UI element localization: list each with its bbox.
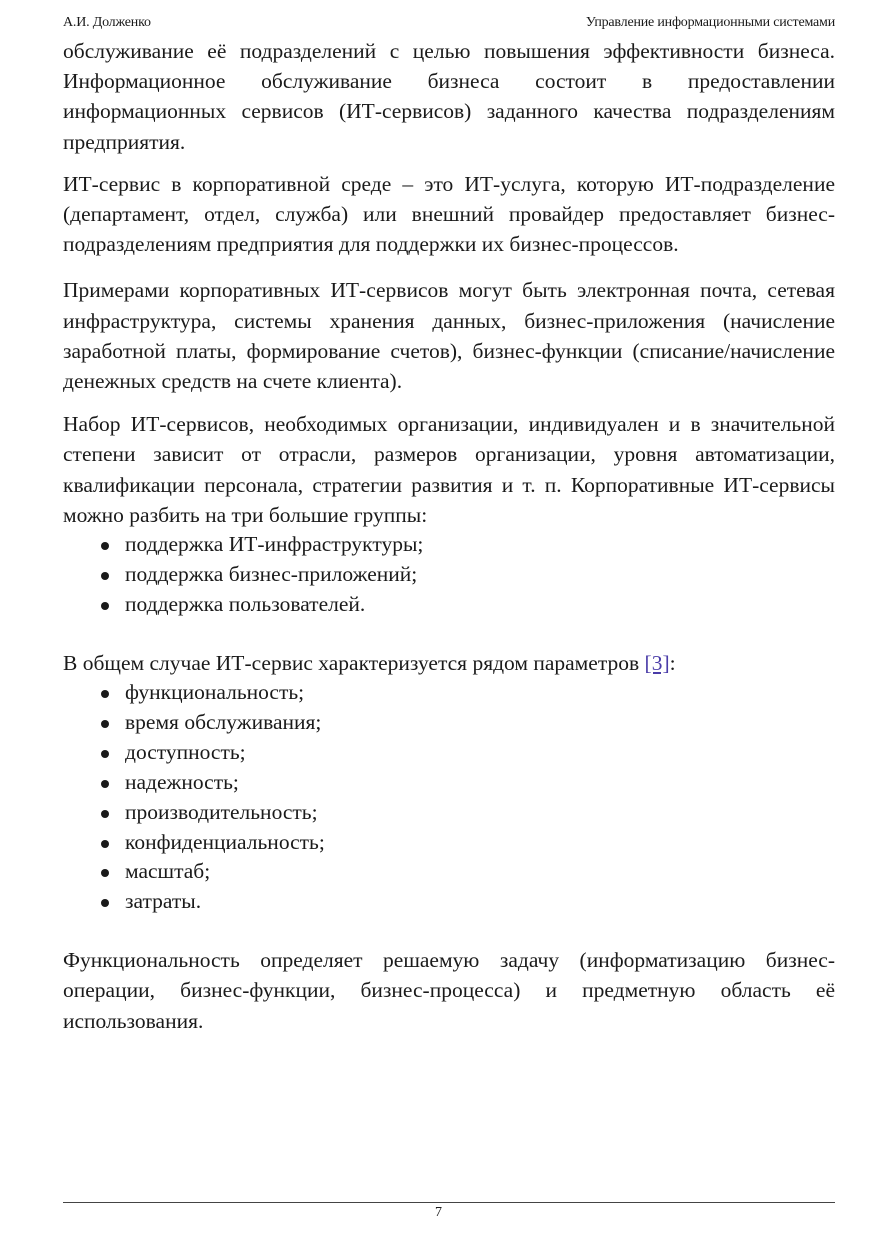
list-item bbox=[125, 798, 835, 828]
bullet-icon bbox=[101, 899, 109, 907]
intro-colon: : bbox=[669, 650, 676, 675]
list-item-text: конфиденциальность; bbox=[125, 829, 325, 854]
list-item-text: надежность; bbox=[125, 769, 239, 794]
running-header bbox=[63, 15, 835, 35]
list-item bbox=[125, 530, 835, 560]
list-item bbox=[125, 738, 835, 768]
list-item bbox=[125, 708, 835, 738]
bullet-icon bbox=[101, 840, 109, 848]
list-item-text: доступность; bbox=[125, 739, 246, 764]
bullet-icon bbox=[101, 542, 109, 550]
service-groups-list bbox=[63, 530, 835, 620]
service-parameters-list bbox=[63, 678, 835, 917]
page-body bbox=[63, 36, 835, 1036]
page-number: 7 bbox=[435, 1205, 442, 1220]
bullet-icon bbox=[101, 810, 109, 818]
list-item-text: производительность; bbox=[125, 799, 318, 824]
list-item bbox=[125, 768, 835, 798]
paragraph-functionality: Функциональность определяет решаемую задачу (информатизацию бизнес-операции, бизнес-функции, бизнес-процесса) и предметную область её использования. bbox=[63, 948, 835, 1033]
list-item-text: затраты. bbox=[125, 889, 202, 914]
paragraph-service-groups: Набор ИТ-сервисов, необходимых организации, индивидуален и в значительной степени зависит от отрасли, размеров организации, уровня автоматизации, квалификации персонала, стратегии развития и т. п. Корпоративные ИТ-сервисы можно разбить на три большие группы: bbox=[63, 412, 835, 527]
list-item bbox=[125, 887, 835, 917]
bullet-icon bbox=[101, 869, 109, 877]
header-title: Управление информационными системами bbox=[585, 15, 835, 30]
list-item bbox=[125, 560, 835, 590]
header-author: А.И. Долженко bbox=[63, 15, 151, 30]
bullet-icon bbox=[101, 720, 109, 728]
list-item-text: поддержка ИТ-инфраструктуры; bbox=[125, 532, 424, 557]
paragraph-parameters-intro bbox=[63, 648, 835, 678]
list-item bbox=[125, 828, 835, 858]
list-item-text: время обслуживания; bbox=[125, 709, 322, 734]
reference-link[interactable]: [3] bbox=[644, 650, 670, 675]
list-item-text: масштаб; bbox=[125, 859, 211, 884]
list-item-text: поддержка бизнес-приложений; bbox=[125, 561, 418, 586]
bullet-icon bbox=[101, 690, 109, 698]
list-item bbox=[125, 590, 835, 620]
bullet-icon bbox=[101, 780, 109, 788]
list-item-text: функциональность; bbox=[125, 679, 305, 704]
paragraph-it-service-definition: ИТ-сервис в корпоративной среде – это ИТ-услуга, которую ИТ-подразделение (департамент, отдел, служба) или внешний провайдер предоставляет бизнес-подразделениям предприятия для поддержки их бизнес-процессов. bbox=[63, 171, 835, 257]
list-item bbox=[125, 678, 835, 708]
bullet-icon bbox=[101, 602, 109, 610]
intro-text: В общем случае ИТ-сервис характеризуется рядом параметров bbox=[63, 650, 645, 675]
bullet-icon bbox=[101, 572, 109, 580]
paragraph-continued: обслуживание её подразделений с целью повышения эффективности бизнеса. Информационное обслуживание бизнеса состоит в предоставлении информационных сервисов (ИТ-сервисов) заданного качества подразделениям предприятия. bbox=[63, 39, 835, 154]
list-item-text: поддержка пользователей. bbox=[125, 591, 366, 616]
list-item bbox=[125, 857, 835, 887]
footer-divider bbox=[63, 1202, 835, 1203]
bullet-icon bbox=[101, 750, 109, 758]
paragraph-examples: Примерами корпоративных ИТ-сервисов могут быть электронная почта, сетевая инфраструктура, системы хранения данных, бизнес-приложения (начисление заработной платы, формирование счетов), бизнес-функции (списание/начисление денежных средств на счете клиента). bbox=[63, 278, 835, 394]
